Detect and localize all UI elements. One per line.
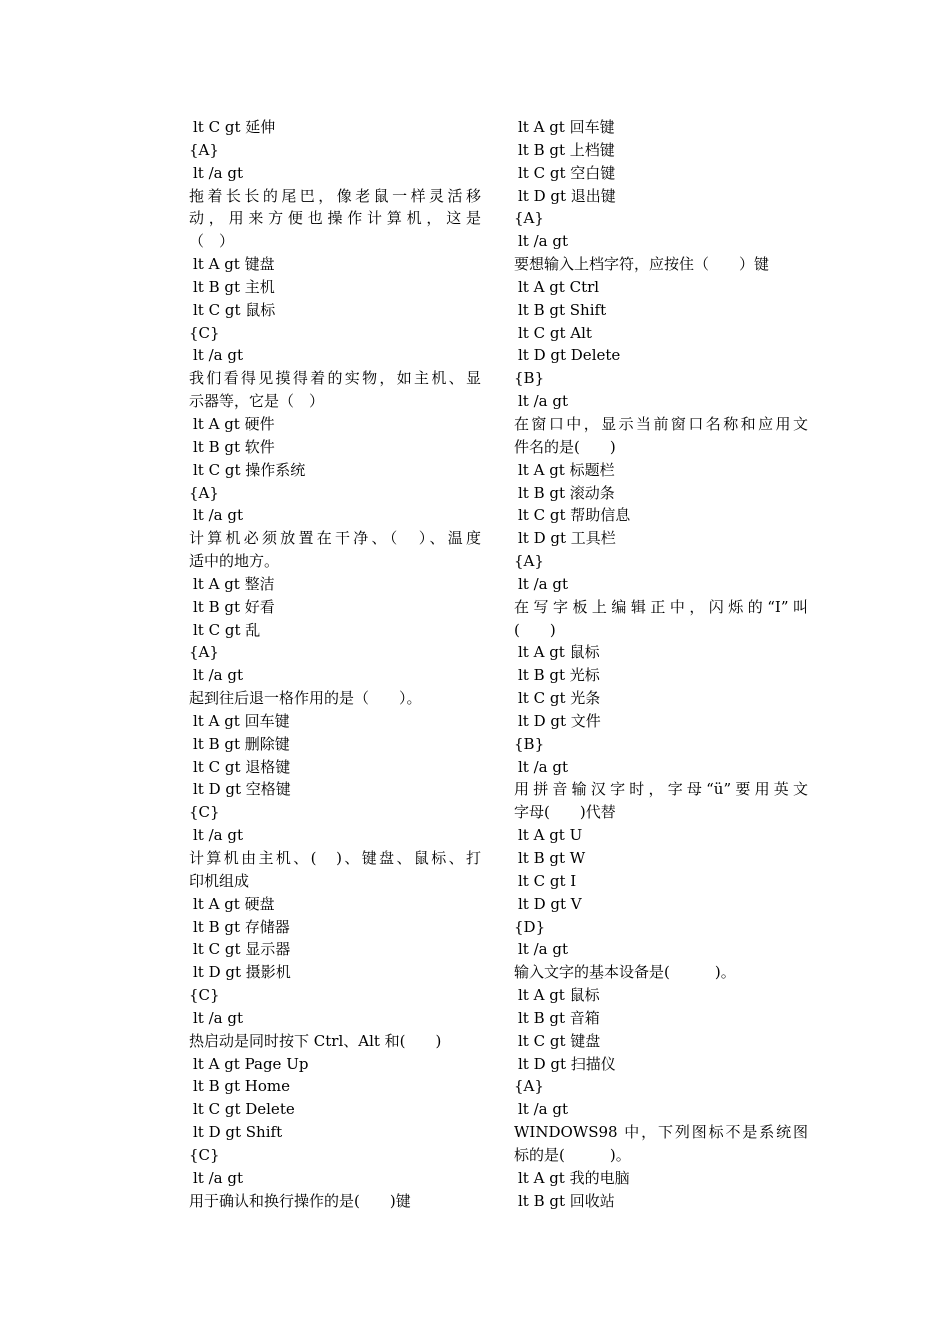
- question-text: 计算机必须放置在干净、（ ）、温度: [189, 529, 481, 548]
- end-marker: lt /a gt: [518, 392, 568, 411]
- question-text: 在窗口中，显示当前窗口名称和应用文: [514, 414, 808, 433]
- answer-option: lt B gt Home: [193, 1077, 290, 1096]
- end-marker: lt /a gt: [193, 346, 243, 365]
- answer-option: lt D gt 扫描仪: [518, 1054, 616, 1073]
- answer-option: lt B gt 音箱: [518, 1008, 600, 1027]
- answer-key: {C}: [189, 986, 220, 1005]
- answer-key: {C}: [189, 1145, 220, 1164]
- end-marker: lt /a gt: [518, 232, 568, 251]
- end-marker: lt /a gt: [518, 757, 568, 776]
- answer-key: {A}: [189, 483, 219, 502]
- answer-option: lt B gt W: [518, 849, 586, 867]
- question-text: ( ): [514, 620, 556, 639]
- answer-option: lt A gt 鼠标: [518, 986, 600, 1005]
- answer-option: lt B gt 上档键: [518, 140, 615, 159]
- answer-option: lt B gt 回收站: [518, 1191, 615, 1210]
- answer-key: {A}: [514, 209, 544, 228]
- question-text: （ ）: [189, 232, 235, 251]
- question-text: 字母( )代替: [514, 803, 616, 822]
- answer-option: lt D gt 退出键: [518, 186, 616, 205]
- end-marker: lt /a gt: [193, 826, 243, 845]
- question-text: 要想输入上档字符，应按住（ ）键: [514, 255, 770, 274]
- end-marker: lt /a gt: [518, 574, 568, 593]
- answer-option: lt A gt U: [518, 826, 583, 845]
- question-text: 用拼音输汉字时，字母“ü”要用英文: [514, 780, 808, 799]
- answer-key: {D}: [514, 917, 546, 936]
- answer-option: lt C gt 显示器: [193, 940, 291, 959]
- question-text: 计算机由主机、( )、键盘、鼠标、打: [189, 849, 481, 867]
- answer-option: lt D gt 摄影机: [193, 963, 291, 982]
- answer-option: lt B gt 存储器: [193, 917, 290, 936]
- answer-option: lt C gt 延伸: [193, 118, 276, 136]
- left-column: [189, 116, 481, 1213]
- answer-option: lt A gt 键盘: [193, 255, 275, 274]
- answer-option: lt C gt Delete: [193, 1100, 295, 1119]
- question-text: 标的是( )。: [514, 1145, 631, 1164]
- answer-option: lt B gt 软件: [193, 437, 275, 456]
- answer-option: lt B gt 主机: [193, 277, 275, 296]
- answer-option: lt D gt 工具栏: [518, 529, 616, 548]
- answer-key: {A}: [189, 140, 219, 159]
- answer-option: lt B gt 删除键: [193, 734, 290, 753]
- answer-option: lt A gt 标题栏: [518, 460, 615, 479]
- question-text: 印机组成: [189, 871, 250, 890]
- answer-option: lt B gt 光标: [518, 666, 600, 685]
- question-text: 拖着长长的尾巴，像老鼠一样灵活移: [189, 186, 481, 205]
- answer-option: lt D gt V: [518, 894, 582, 913]
- end-marker: lt /a gt: [193, 1008, 243, 1027]
- answer-option: lt D gt 空格键: [193, 780, 291, 799]
- end-marker: lt /a gt: [518, 1100, 568, 1119]
- question-text: 起到往后退一格作用的是（ ）。: [189, 689, 422, 708]
- answer-option: lt C gt 操作系统: [193, 460, 306, 479]
- question-text: 示器等，它是（ ）: [189, 392, 325, 411]
- question-text: 我们看得见摸得着的实物，如主机、显: [189, 369, 481, 388]
- answer-key: {C}: [189, 323, 220, 342]
- question-text: 用于确认和换行操作的是( )键: [189, 1191, 411, 1210]
- answer-option: lt C gt I: [518, 871, 577, 890]
- answer-option: lt C gt 乱: [193, 620, 261, 639]
- answer-option: lt D gt 文件: [518, 711, 601, 730]
- answer-option: lt A gt 我的电脑: [518, 1168, 630, 1187]
- answer-option: lt C gt 帮助信息: [518, 506, 631, 525]
- question-text: 在写字板上编辑正中，闪烁的“I”叫: [514, 597, 808, 616]
- end-marker: lt /a gt: [518, 940, 568, 959]
- question-text: 热启动是同时按下 Ctrl、Alt 和( ): [189, 1031, 442, 1050]
- answer-key: {C}: [189, 803, 220, 822]
- answer-key: {B}: [514, 734, 545, 753]
- answer-option: lt C gt 键盘: [518, 1031, 601, 1050]
- answer-option: lt A gt 整洁: [193, 574, 275, 593]
- answer-option: lt B gt Shift: [518, 300, 607, 319]
- end-marker: lt /a gt: [193, 666, 243, 685]
- answer-option: lt C gt 光条: [518, 689, 601, 708]
- end-marker: lt /a gt: [193, 506, 243, 525]
- answer-option: lt D gt Shift: [193, 1123, 283, 1142]
- answer-option: lt C gt 空白键: [518, 163, 616, 182]
- right-column: [514, 116, 808, 1213]
- answer-key: {A}: [189, 643, 219, 662]
- end-marker: lt /a gt: [193, 1168, 243, 1187]
- answer-option: lt A gt 硬件: [193, 414, 275, 433]
- answer-option: lt C gt Alt: [518, 323, 592, 342]
- question-text: 适中的地方。: [189, 552, 280, 571]
- end-marker: lt /a gt: [193, 163, 243, 182]
- question-text: 动，用来方便也操作计算机，这是: [189, 209, 481, 228]
- answer-key: {B}: [514, 369, 545, 388]
- answer-option: lt A gt 鼠标: [518, 643, 600, 662]
- answer-option: lt B gt 滚动条: [518, 483, 615, 502]
- answer-option: lt A gt 回车键: [518, 118, 615, 136]
- answer-option: lt A gt 硬盘: [193, 894, 275, 913]
- answer-option: lt D gt Delete: [518, 346, 621, 365]
- question-text: 件名的是( ): [514, 437, 616, 456]
- answer-key: {A}: [514, 1077, 544, 1096]
- answer-option: lt C gt 退格键: [193, 757, 291, 776]
- answer-option: lt A gt Ctrl: [518, 277, 600, 296]
- answer-option: lt A gt Page Up: [193, 1054, 309, 1073]
- answer-option: lt B gt 好看: [193, 597, 275, 616]
- question-text: 输入文字的基本设备是( )。: [514, 963, 736, 982]
- question-text: WINDOWS98 中，下列图标不是系统图: [514, 1123, 808, 1142]
- answer-key: {A}: [514, 552, 544, 571]
- answer-option: lt C gt 鼠标: [193, 300, 276, 319]
- answer-option: lt A gt 回车键: [193, 711, 290, 730]
